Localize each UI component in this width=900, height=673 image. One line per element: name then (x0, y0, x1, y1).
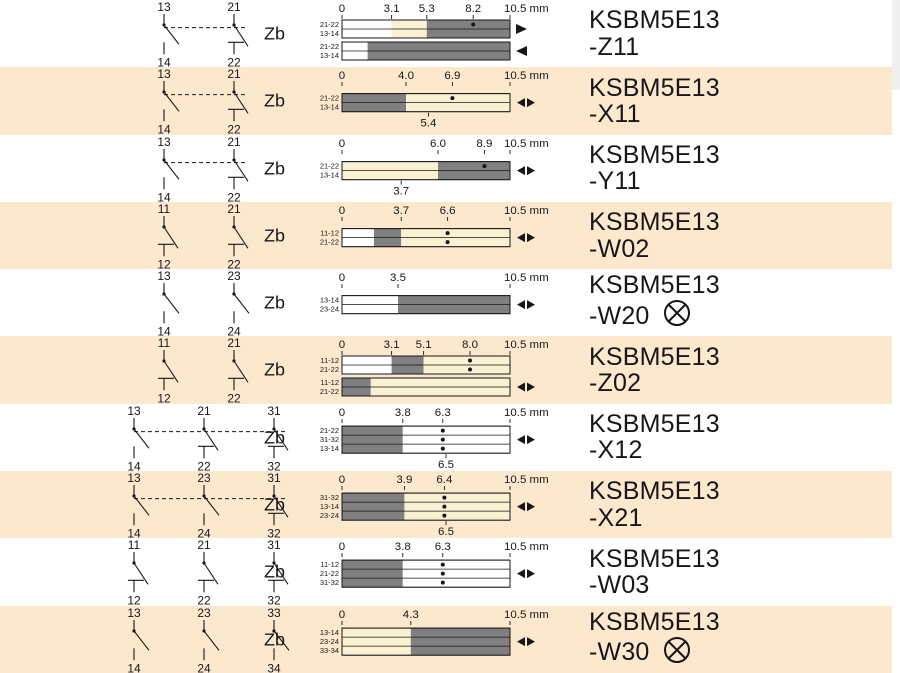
contact-schematic (0, 336, 300, 403)
svg-text:13-14: 13-14 (319, 295, 340, 305)
svg-text:13: 13 (127, 471, 141, 486)
product-label (575, 269, 900, 336)
svg-text:32: 32 (267, 459, 281, 472)
svg-text:3.8: 3.8 (394, 406, 411, 419)
svg-text:21: 21 (227, 134, 241, 149)
svg-text:21: 21 (227, 336, 241, 351)
svg-text:12: 12 (157, 257, 171, 270)
svg-text:13-14: 13-14 (319, 443, 340, 453)
svg-text:31-32: 31-32 (319, 578, 340, 588)
crossed-circle-icon (662, 298, 692, 333)
svg-text:3.7: 3.7 (393, 204, 410, 217)
svg-text:23-24: 23-24 (319, 636, 340, 646)
svg-text:Zb: Zb (263, 90, 285, 111)
svg-text:0: 0 (338, 70, 346, 83)
product-label (575, 135, 900, 202)
svg-text:10.5 mm: 10.5 mm (503, 406, 549, 419)
contact-schematic (0, 269, 300, 336)
svg-text:11: 11 (157, 201, 171, 216)
svg-text:13: 13 (157, 0, 171, 14)
svg-text:21-22: 21-22 (319, 161, 340, 171)
svg-text:13: 13 (157, 67, 171, 82)
svg-text:6.3: 6.3 (434, 406, 451, 419)
svg-text:3.7: 3.7 (393, 185, 410, 198)
svg-text:13-14: 13-14 (319, 627, 340, 637)
product-title: KSBM5E13 (589, 342, 720, 371)
travel-diagram (300, 471, 575, 538)
svg-text:Zb: Zb (263, 158, 285, 179)
contact-schematic (0, 67, 300, 134)
svg-text:12: 12 (127, 593, 141, 606)
svg-text:14: 14 (127, 526, 141, 539)
svg-text:24: 24 (197, 526, 211, 539)
svg-text:13-14: 13-14 (319, 28, 340, 38)
svg-text:13-14: 13-14 (319, 102, 340, 112)
travel-diagram (300, 336, 575, 403)
svg-text:22: 22 (197, 459, 211, 472)
travel-diagram (300, 135, 575, 202)
svg-text:21-22: 21-22 (319, 237, 340, 247)
svg-text:4.3: 4.3 (402, 608, 419, 621)
crossed-circle-icon (662, 298, 692, 328)
contact-schematic (0, 538, 300, 605)
diagram-row (0, 336, 900, 403)
svg-text:6.6: 6.6 (439, 204, 456, 217)
svg-text:0: 0 (338, 137, 346, 150)
svg-text:Zb: Zb (263, 292, 285, 313)
svg-text:21-22: 21-22 (319, 93, 340, 103)
svg-text:5.4: 5.4 (420, 117, 437, 130)
svg-text:11-12: 11-12 (320, 356, 340, 366)
svg-text:0: 0 (338, 339, 346, 352)
product-title: KSBM5E13 (589, 6, 720, 35)
product-label (575, 67, 900, 134)
travel-diagram (300, 606, 575, 673)
product-title: KSBM5E13 (589, 140, 720, 169)
svg-text:31: 31 (267, 538, 281, 553)
svg-text:21: 21 (197, 538, 211, 553)
contact-schematic (0, 0, 300, 67)
product-label (575, 336, 900, 403)
product-suffix: -Z11 (589, 32, 640, 61)
diagram-row (0, 67, 900, 134)
travel-diagram (300, 0, 575, 67)
svg-text:32: 32 (267, 593, 281, 606)
svg-text:11-12: 11-12 (320, 378, 340, 388)
svg-text:14: 14 (127, 459, 141, 472)
product-label (575, 404, 900, 471)
svg-text:13: 13 (157, 134, 171, 149)
diagram-row (0, 538, 900, 605)
svg-text:13-14: 13-14 (319, 502, 340, 512)
svg-text:31: 31 (267, 403, 281, 418)
svg-text:6.9: 6.9 (444, 70, 461, 83)
svg-text:34: 34 (267, 660, 281, 673)
product-label (575, 471, 900, 538)
product-label (575, 202, 900, 269)
svg-text:Zb: Zb (263, 23, 285, 44)
svg-text:10.5 mm: 10.5 mm (503, 204, 549, 217)
svg-text:14: 14 (127, 660, 141, 673)
svg-text:6.3: 6.3 (434, 541, 451, 554)
svg-text:22: 22 (227, 55, 241, 68)
svg-text:24: 24 (227, 324, 241, 337)
product-suffix: -W30 (589, 638, 650, 667)
travel-diagram (300, 404, 575, 471)
svg-text:31-32: 31-32 (319, 434, 340, 444)
crossed-circle-icon (662, 635, 692, 665)
product-label (575, 0, 900, 67)
svg-text:21-22: 21-22 (319, 41, 340, 51)
svg-text:10.5 mm: 10.5 mm (503, 339, 549, 352)
svg-text:12: 12 (157, 391, 171, 404)
product-title: KSBM5E13 (589, 410, 720, 439)
product-suffix: -Z02 (589, 369, 642, 398)
svg-text:11: 11 (127, 538, 141, 553)
svg-text:3.5: 3.5 (390, 272, 406, 285)
svg-text:14: 14 (157, 55, 171, 68)
crossed-circle-icon (662, 635, 692, 670)
contact-schematic (0, 135, 300, 202)
product-title: KSBM5E13 (589, 544, 720, 573)
contact-schematic (0, 202, 300, 269)
svg-text:6.0: 6.0 (430, 137, 446, 150)
svg-text:22: 22 (227, 391, 241, 404)
svg-text:21: 21 (197, 403, 211, 418)
svg-text:11-12: 11-12 (320, 560, 340, 570)
svg-text:21-22: 21-22 (319, 387, 340, 397)
svg-text:0: 0 (338, 204, 346, 217)
svg-text:14: 14 (157, 324, 171, 337)
svg-text:Zb: Zb (263, 427, 285, 448)
svg-text:0: 0 (338, 608, 346, 621)
svg-text:23: 23 (227, 269, 241, 284)
svg-text:14: 14 (157, 122, 171, 135)
svg-text:8.2: 8.2 (465, 2, 482, 15)
svg-text:13-14: 13-14 (319, 50, 340, 60)
product-title: KSBM5E13 (589, 208, 720, 237)
svg-text:31-32: 31-32 (319, 493, 340, 503)
svg-text:11-12: 11-12 (320, 228, 340, 238)
svg-text:21-22: 21-22 (319, 365, 340, 375)
diagram-row (0, 404, 900, 471)
svg-text:21: 21 (227, 67, 241, 82)
svg-text:14: 14 (157, 189, 171, 202)
svg-text:10.5 mm: 10.5 mm (503, 272, 549, 285)
svg-text:0: 0 (338, 2, 346, 15)
product-suffix: -X12 (589, 436, 643, 465)
product-title: KSBM5E13 (589, 271, 720, 300)
svg-text:Zb: Zb (263, 494, 285, 515)
svg-text:10.5 mm: 10.5 mm (503, 70, 549, 83)
svg-text:Zb: Zb (263, 562, 285, 583)
svg-text:0: 0 (338, 272, 346, 285)
svg-text:23-24: 23-24 (319, 511, 340, 521)
svg-text:24: 24 (197, 660, 211, 673)
svg-text:10.5 mm: 10.5 mm (503, 2, 549, 15)
svg-text:8.0: 8.0 (462, 339, 478, 352)
diagram-row (0, 269, 900, 336)
product-suffix: -X21 (589, 503, 643, 532)
scrollbar-thumb[interactable] (892, 0, 900, 90)
svg-text:22: 22 (227, 122, 241, 135)
svg-text:23: 23 (197, 605, 211, 620)
svg-text:Zb: Zb (263, 629, 285, 650)
svg-text:0: 0 (338, 541, 346, 554)
svg-text:11: 11 (157, 336, 171, 351)
diagram-row (0, 202, 900, 269)
svg-text:22: 22 (197, 593, 211, 606)
travel-diagram (300, 202, 575, 269)
diagram-row (0, 0, 900, 67)
product-label (575, 538, 900, 605)
svg-text:Zb: Zb (263, 225, 285, 246)
scrollbar-track[interactable] (892, 0, 900, 673)
svg-text:4.0: 4.0 (398, 70, 414, 83)
svg-text:0: 0 (338, 474, 346, 487)
travel-diagram (300, 67, 575, 134)
svg-text:23: 23 (197, 471, 211, 486)
svg-text:Zb: Zb (263, 360, 285, 381)
product-suffix: -Y11 (589, 167, 641, 196)
svg-text:8.9: 8.9 (476, 137, 493, 150)
svg-text:6.4: 6.4 (436, 474, 453, 487)
svg-text:21-22: 21-22 (319, 425, 340, 435)
product-suffix: -W03 (589, 571, 650, 600)
travel-diagram (300, 269, 575, 336)
svg-text:13: 13 (127, 403, 141, 418)
product-title: KSBM5E13 (589, 477, 720, 506)
product-title: KSBM5E13 (589, 73, 720, 102)
svg-text:5.3: 5.3 (418, 2, 435, 15)
contact-schematic (0, 471, 300, 538)
product-suffix: -X11 (589, 99, 641, 128)
svg-text:0: 0 (338, 406, 346, 419)
svg-text:10.5 mm: 10.5 mm (503, 137, 549, 150)
svg-text:6.5: 6.5 (438, 526, 454, 539)
product-label (575, 606, 900, 673)
product-suffix: -W02 (589, 234, 650, 263)
diagram-row (0, 135, 900, 202)
svg-text:3.1: 3.1 (383, 339, 400, 352)
svg-text:21: 21 (227, 201, 241, 216)
svg-text:23-24: 23-24 (319, 304, 340, 314)
contact-schematic (0, 404, 300, 471)
diagram-row (0, 606, 900, 673)
svg-text:33: 33 (267, 605, 281, 620)
svg-text:31: 31 (267, 471, 281, 486)
svg-text:32: 32 (267, 526, 281, 539)
travel-diagram (300, 538, 575, 605)
svg-text:6.5: 6.5 (438, 458, 454, 471)
svg-text:21: 21 (227, 0, 241, 14)
contact-schematic (0, 606, 300, 673)
svg-text:22: 22 (227, 189, 241, 202)
svg-text:22: 22 (227, 257, 241, 270)
svg-text:10.5 mm: 10.5 mm (503, 608, 549, 621)
svg-text:13-14: 13-14 (319, 170, 340, 180)
product-title: KSBM5E13 (589, 607, 720, 636)
svg-text:3.8: 3.8 (394, 541, 411, 554)
svg-text:21-22: 21-22 (319, 19, 340, 29)
svg-text:13: 13 (127, 605, 141, 620)
product-suffix: -W20 (589, 301, 650, 330)
svg-text:5.1: 5.1 (415, 339, 432, 352)
svg-text:10.5 mm: 10.5 mm (503, 474, 549, 487)
svg-text:3.1: 3.1 (383, 2, 400, 15)
svg-text:13: 13 (157, 269, 171, 284)
svg-text:33-34: 33-34 (319, 645, 340, 655)
svg-text:3.9: 3.9 (396, 474, 413, 487)
svg-text:10.5 mm: 10.5 mm (503, 541, 549, 554)
diagram-row (0, 471, 900, 538)
svg-text:21-22: 21-22 (319, 569, 340, 579)
